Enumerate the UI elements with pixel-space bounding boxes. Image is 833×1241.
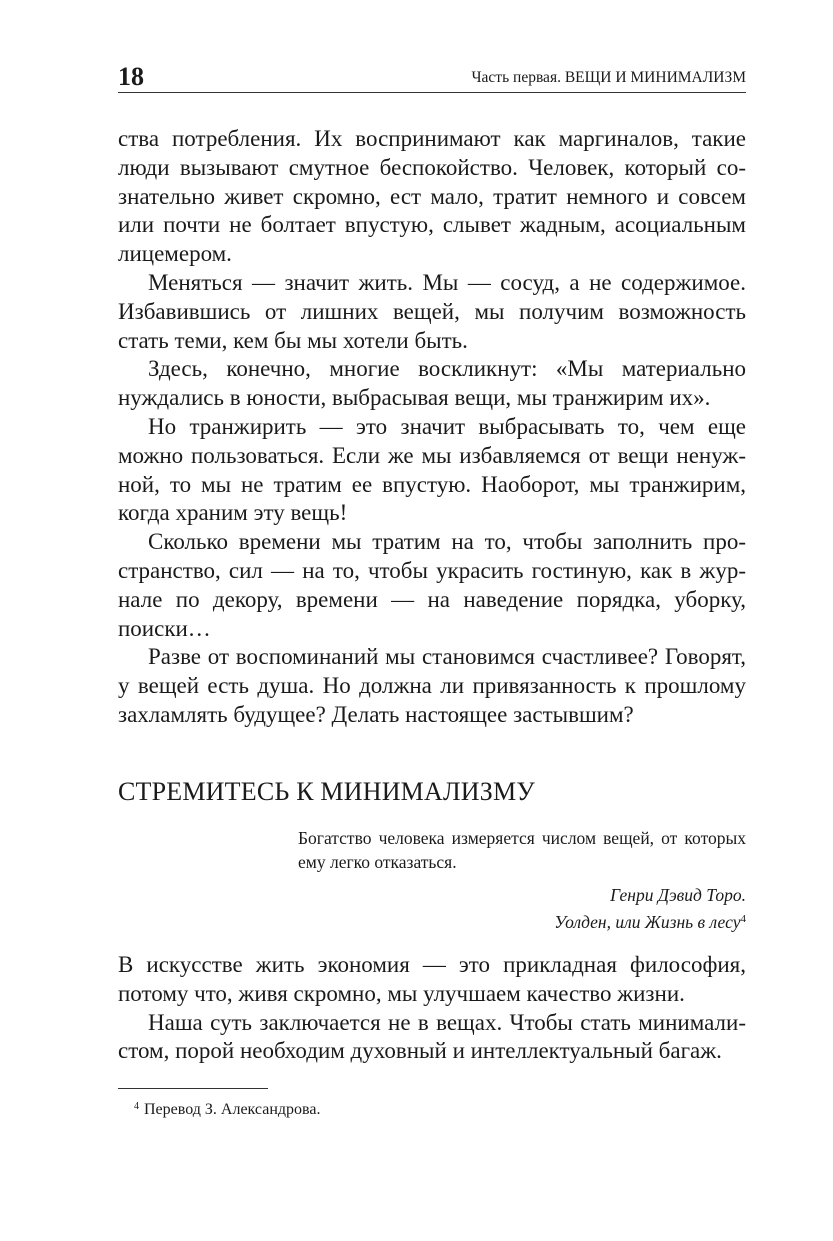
footnote-reference[interactable]: 4	[740, 913, 746, 925]
epigraph-author: Генри Дэвид Торо.	[610, 885, 746, 905]
body-text	[118, 125, 746, 730]
section-paragraph-2: Наша суть заключается не в вещах. Чтобы стать минималистом, порой необходим духовный и интеллектуальный багаж.	[118, 1009, 746, 1064]
footnote-divider	[118, 1088, 268, 1089]
paragraph-2: Меняться — значит жить. Мы — сосуд, а не содержимое. Избавившись от лишних вещей, мы получим возможность стать теми, кем бы мы хотели быть.	[118, 269, 746, 353]
footnote	[134, 1097, 320, 1120]
paragraph-4: Но транжирить — это значит выбрасывать то, чем еще можно пользоваться. Если же мы избавляемся от вещи ненужной, то мы не тратим ее впустую. Наоборот, мы транжирим, когда храним эту вещь!	[118, 413, 746, 526]
paragraph-5: Сколько времени мы тратим на то, чтобы заполнить пространство, сил — на то, чтобы украсить гостиную, как в журнале по декору, времени — на наведение порядка, уборку, поиски…	[118, 529, 746, 641]
paragraph-3: Здесь, конечно, многие воскликнут: «Мы материально нуждались в юности, выбрасывая вещи, мы транжирим их».	[118, 356, 746, 411]
epigraph-source	[298, 883, 746, 934]
section-heading: СТРЕМИТЕСЬ К МИНИМАЛИЗМУ	[118, 777, 535, 806]
epigraph-work: Уолден, или Жизнь в лесу	[554, 912, 741, 932]
page-number: 18	[118, 62, 144, 91]
paragraph-6: Разве от воспоминаний мы становимся счастливее? Говорят, у вещей есть душа. Но должна ли привязанность к прошлому захламлять будущее? Делать настоящее застывшим?	[118, 644, 746, 727]
running-head: Часть первая. ВЕЩИ И МИНИМАЛИЗМ	[471, 69, 746, 86]
epigraph	[298, 826, 746, 934]
page-header	[118, 62, 746, 93]
footnote-marker: 4	[134, 1101, 139, 1112]
footnote-text: Перевод З. Александрова.	[144, 1101, 321, 1118]
epigraph-quote: Богатство человека измеряется числом вещей, от которых ему легко отказаться.	[298, 828, 746, 872]
book-page	[118, 0, 746, 1241]
paragraph-1: ства потребления. Их воспринимают как маргиналов, такие люди вызывают смутное беспокойство. Человек, который сознательно живет скромно, ест мало, тратит немного и совсем или почти не болтает впустую, слывет жадным, асоциальным лицемером.	[118, 126, 746, 267]
section-body-text	[118, 951, 746, 1066]
section-paragraph-1: В искусстве жить экономия — это прикладная философия, потому что, живя скромно, мы улучшаем качество жизни.	[118, 952, 746, 1006]
epigraph-work-line	[298, 907, 746, 934]
